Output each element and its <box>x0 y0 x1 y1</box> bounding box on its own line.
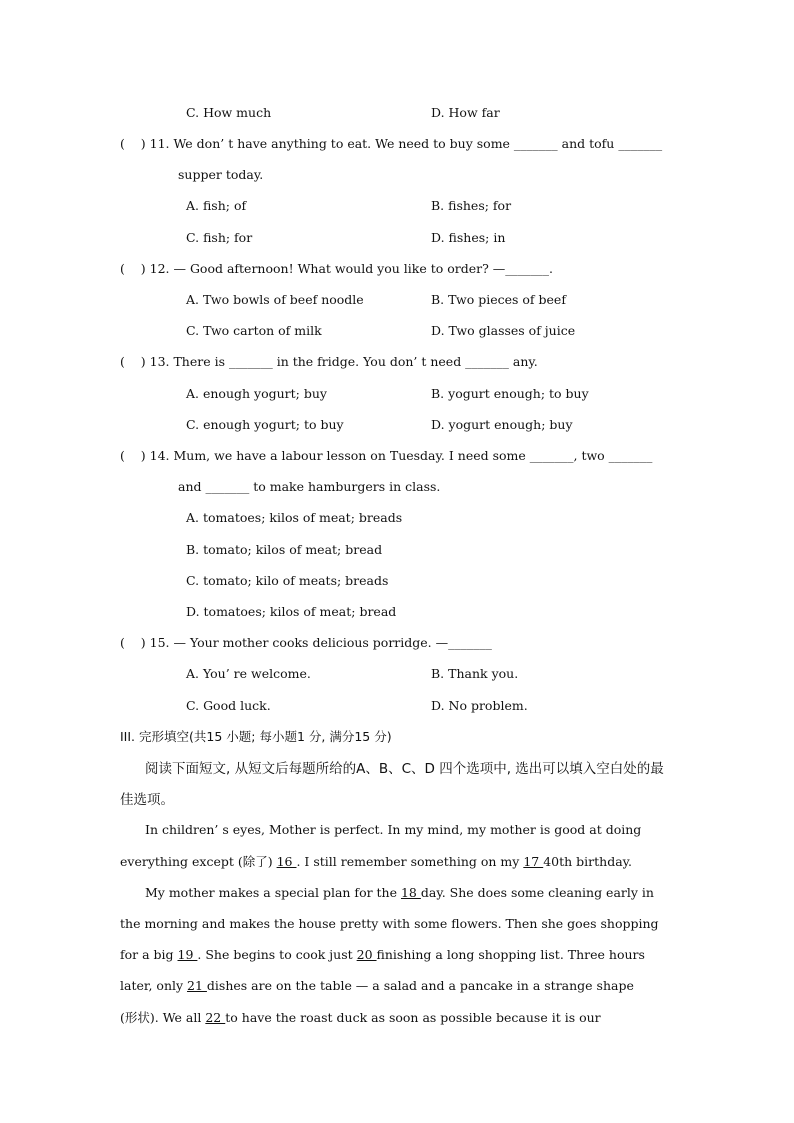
blank-22: 22 <box>205 1010 226 1025</box>
q15-stem: ( ) 15. — Your mother cooks delicious porridge. —_______ <box>120 635 492 650</box>
q14-stem-cont: and _______ to make hamburgers in class. <box>178 479 441 494</box>
blank-20: 20 <box>356 947 377 962</box>
q15-option-b: B. Thank you. <box>431 666 519 681</box>
q14-option-d: D. tomatoes; kilos of meat; bread <box>186 604 397 619</box>
blank-16: 16 <box>276 854 297 869</box>
passage-line <box>120 947 676 963</box>
q15-option-c: C. Good luck. <box>186 698 271 713</box>
passage-text: ) <box>267 854 277 869</box>
q12-option-b: B. Two pieces of beef <box>431 292 566 307</box>
passage-line <box>120 916 676 932</box>
passage-text: to have the roast duck as soon as possible because it is our <box>225 1010 601 1025</box>
blank-18: 18 <box>400 885 421 900</box>
passage-text: the morning and makes the house pretty with some flowers. Then she goes shopping <box>120 916 659 931</box>
q14-option-b: B. tomato; kilos of meat; bread <box>186 542 383 557</box>
passage-chinese-gloss: 除了 <box>242 854 268 869</box>
passage-text: In children’ s eyes, Mother is perfect. In my mind, my mother is good at doing <box>145 822 642 837</box>
q15-option-a: A. You’ re welcome. <box>186 666 311 681</box>
passage-line <box>120 854 676 870</box>
q14-option-c: C. tomato; kilo of meats; breads <box>186 573 389 588</box>
q14-stem: ( ) 14. Mum, we have a labour lesson on Tuesday. I need some _______, two _______ <box>120 448 653 463</box>
blank-21: 21 <box>187 978 207 993</box>
q11-option-a: A. fish; of <box>186 198 247 213</box>
passage-text: everything except ( <box>120 854 243 869</box>
passage-text: finishing a long shopping list. Three hours <box>376 947 645 962</box>
q13-option-d: D. yogurt enough; buy <box>431 417 573 432</box>
passage-line <box>120 978 676 994</box>
section-instruction-cont: 佳选项。 <box>120 792 174 808</box>
q15-option-d: D. No problem. <box>431 698 528 713</box>
passage-text: ). We all <box>149 1010 206 1025</box>
q12-option-d: D. Two glasses of juice <box>431 323 576 338</box>
passage-line <box>120 1010 676 1026</box>
passage-text: 40th birthday. <box>543 854 633 869</box>
passage-chinese-gloss: 形状 <box>124 1010 150 1025</box>
passage-text: . She begins to cook just <box>197 947 357 962</box>
passage-text: ( <box>120 1010 125 1025</box>
q12-option-a: A. Two bowls of beef noodle <box>186 292 364 307</box>
passage-line <box>145 822 701 838</box>
passage-line <box>145 885 701 901</box>
passage-text: later, only <box>120 978 188 993</box>
q12-stem: ( ) 12. — Good afternoon! What would you like to order? —_______. <box>120 261 554 276</box>
blank-19: 19 <box>177 947 198 962</box>
passage-text: . I still remember something on my <box>296 854 524 869</box>
q11-option-c: C. fish; for <box>186 230 253 245</box>
q11-option-d: D. fishes; in <box>431 230 506 245</box>
section-heading: III. 完形填空(共15 小题; 每小题1 分, 满分15 分) <box>120 729 392 744</box>
passage-text: for a big <box>120 947 178 962</box>
q13-option-a: A. enough yogurt; buy <box>186 386 327 401</box>
q13-option-c: C. enough yogurt; to buy <box>186 417 344 432</box>
q10-option-c: C. How much <box>186 105 272 120</box>
q11-option-b: B. fishes; for <box>431 198 512 213</box>
blank-17: 17 <box>523 854 544 869</box>
q13-option-b: B. yogurt enough; to buy <box>431 386 589 401</box>
q14-option-a: A. tomatoes; kilos of meat; breads <box>186 510 403 525</box>
q12-option-c: C. Two carton of milk <box>186 323 322 338</box>
passage-text: day. She does some cleaning early in <box>420 885 654 900</box>
q11-stem: ( ) 11. We don’ t have anything to eat. We need to buy some _______ and tofu _______ <box>120 136 663 151</box>
q11-stem-cont: supper today. <box>178 167 264 182</box>
q10-option-d: D. How far <box>431 105 500 120</box>
passage-text: My mother makes a special plan for the <box>145 885 401 900</box>
passage-text: dishes are on the table — a salad and a pancake in a strange shape <box>206 978 634 993</box>
section-instruction: 阅读下面短文, 从短文后每题所给的A、B、C、D 四个选项中, 选出可以填入空白处的最 <box>145 761 664 777</box>
q13-stem: ( ) 13. There is _______ in the fridge. You don’ t need _______ any. <box>120 354 538 369</box>
